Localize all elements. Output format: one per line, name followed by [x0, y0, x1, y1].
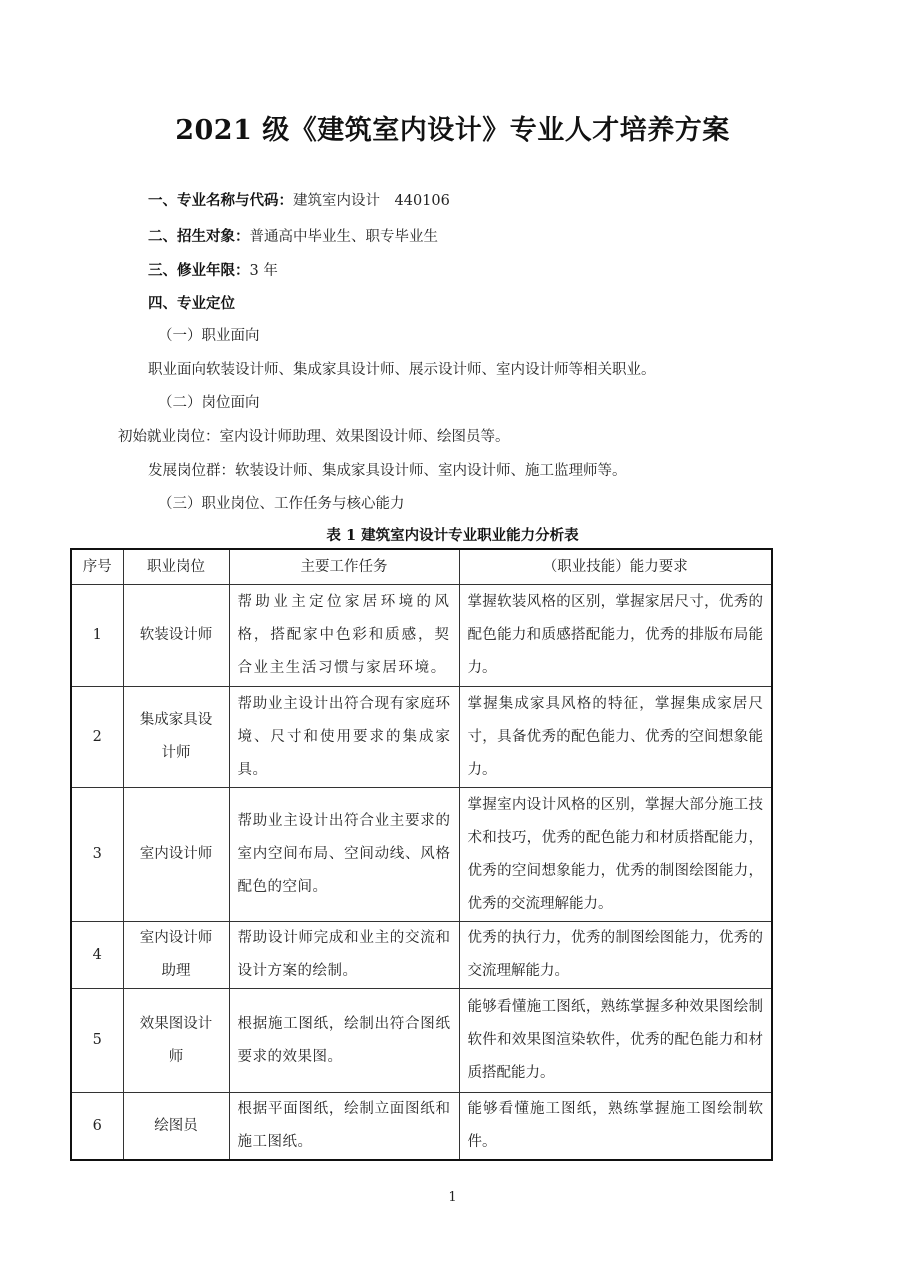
section-enrollment-value: 普通高中毕业生、职专毕业生	[249, 229, 438, 245]
table-row	[71, 788, 772, 922]
cell-no: 4	[71, 922, 123, 989]
table-row	[71, 989, 772, 1093]
cell-ability: 掌握室内设计风格的区别，掌握大部分施工技术和技巧，优秀的配色能力和材质搭配能力，优秀的空间想象能力，优秀的制图绘图能力，优秀的交流理解能力。	[459, 788, 772, 922]
table-header-row	[71, 549, 772, 585]
cell-ability: 掌握软装风格的区别，掌握家居尺寸，优秀的配色能力和质感搭配能力，优秀的排版布局能力。	[459, 585, 772, 687]
page-number: 1	[448, 1190, 457, 1205]
cell-no: 2	[71, 687, 123, 788]
cell-task: 帮助业主设计出符合业主要求的室内空间布局、空间动线、风格配色的空间。	[229, 788, 459, 922]
development-posts-text: 发展岗位群：软装设计师、集成家具设计师、室内设计师、施工监理师等。	[148, 463, 627, 479]
section-duration-label: 三、修业年限：	[148, 262, 250, 279]
sub-heading-post: （二）岗位面向	[158, 395, 260, 411]
cell-no: 3	[71, 788, 123, 922]
cell-task: 帮助业主设计出符合现有家庭环境、尺寸和使用要求的集成家具。	[229, 687, 459, 788]
section-duration-value: 3 年	[249, 263, 278, 279]
table-row	[71, 1093, 772, 1161]
section-enrollment	[148, 225, 438, 246]
cell-task: 帮助设计师完成和业主的交流和设计方案的绘制。	[229, 922, 459, 989]
sub-heading-career: （一）职业面向	[158, 328, 260, 344]
cell-post: 集成家具设计师	[123, 687, 229, 788]
cell-no: 6	[71, 1093, 123, 1161]
section-duration	[148, 259, 278, 280]
cell-task: 根据平面图纸，绘制立面图纸和施工图纸。	[229, 1093, 459, 1161]
section-positioning	[148, 292, 235, 313]
cell-post: 效果图设计师	[123, 989, 229, 1093]
cell-ability: 掌握集成家具风格的特征，掌握集成家居尺寸，具备优秀的配色能力、优秀的空间想象能力。	[459, 687, 772, 788]
section-positioning-label: 四、专业定位	[148, 295, 235, 312]
cell-post: 绘图员	[123, 1093, 229, 1161]
table-row	[71, 585, 772, 687]
cell-post: 软装设计师	[123, 585, 229, 687]
header-ability: （职业技能）能力要求	[459, 549, 772, 585]
section-major-name-label: 一、专业名称与代码：	[148, 192, 293, 209]
document-title: 2021 级《建筑室内设计》专业人才培养方案	[175, 115, 730, 146]
table-row	[71, 922, 772, 989]
section-major-name-value: 建筑室内设计 440106	[293, 193, 450, 209]
career-text: 职业面向软装设计师、集成家具设计师、展示设计师、室内设计师等相关职业。	[148, 362, 656, 378]
section-enrollment-label: 二、招生对象：	[148, 228, 250, 245]
ability-analysis-table	[70, 548, 773, 1161]
cell-ability: 优秀的执行力，优秀的制图绘图能力，优秀的交流理解能力。	[459, 922, 772, 989]
header-task: 主要工作任务	[229, 549, 459, 585]
initial-posts-text: 初始就业岗位：室内设计师助理、效果图设计师、绘图员等。	[118, 429, 510, 445]
table-row	[71, 687, 772, 788]
cell-post: 室内设计师助理	[123, 922, 229, 989]
cell-ability: 能够看懂施工图纸，熟练掌握多种效果图绘制软件和效果图渲染软件，优秀的配色能力和材质搭配能力。	[459, 989, 772, 1093]
cell-task: 根据施工图纸，绘制出符合图纸要求的效果图。	[229, 989, 459, 1093]
cell-no: 1	[71, 585, 123, 687]
cell-post: 室内设计师	[123, 788, 229, 922]
cell-ability: 能够看懂施工图纸，熟练掌握施工图绘制软件。	[459, 1093, 772, 1161]
header-no: 序号	[71, 549, 123, 585]
table-caption: 表 1 建筑室内设计专业职业能力分析表	[326, 527, 579, 544]
header-post: 职业岗位	[123, 549, 229, 585]
section-major-name	[148, 189, 450, 210]
cell-task: 帮助业主定位家居环境的风格，搭配家中色彩和质感，契合业主生活习惯与家居环境。	[229, 585, 459, 687]
sub-heading-core-ability: （三）职业岗位、工作任务与核心能力	[158, 496, 405, 512]
cell-no: 5	[71, 989, 123, 1093]
